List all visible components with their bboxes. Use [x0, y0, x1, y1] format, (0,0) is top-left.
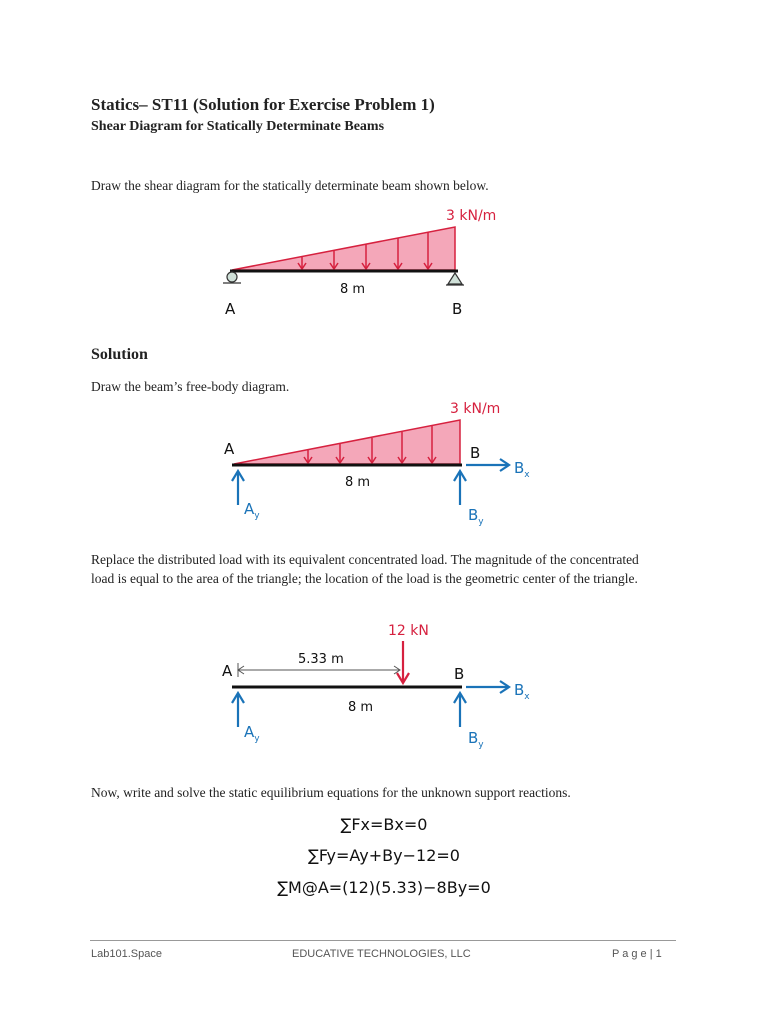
- point-b-label: B: [454, 665, 465, 683]
- ay-label: $A_y$: [244, 723, 260, 744]
- document-subtitle: Shear Diagram for Statically Determinate Beams: [91, 119, 385, 134]
- point-a-label: A: [224, 440, 235, 458]
- equilibrium-prompt: Now, write and solve the static equilibrium equations for the unknown support reactions.: [91, 785, 571, 800]
- pin-support-a: [227, 272, 237, 282]
- fbd-prompt: Draw the beam’s free-body diagram.: [91, 379, 290, 394]
- solution-heading: Solution: [91, 346, 148, 363]
- length-label: 8 m: [340, 282, 366, 297]
- bx-label: $B_x$: [514, 459, 530, 480]
- load-label: 3 kN/m: [446, 208, 497, 224]
- point-b-label: B: [470, 444, 481, 462]
- ay-label: $A_y$: [244, 500, 260, 521]
- support-b-label: B: [452, 300, 463, 318]
- distance-label: 5.33 m: [298, 652, 344, 667]
- bx-label: $B_x$: [514, 681, 530, 702]
- by-label: $B_y$: [468, 729, 484, 750]
- equation-sum-moment-a: ∑M@A=(12)(5.33)−8By=0: [277, 878, 491, 897]
- problem-beam-diagram: [210, 200, 510, 320]
- length-label: 8 m: [345, 475, 371, 490]
- footer-divider: [90, 940, 676, 941]
- support-a-label: A: [225, 300, 236, 318]
- point-a-label: A: [222, 662, 233, 680]
- concentrated-load-diagram: [210, 615, 550, 755]
- footer-center: EDUCATIVE TECHNOLOGIES, LLC: [292, 948, 471, 960]
- roller-support-b: [448, 273, 462, 284]
- concentrated-load-label: 12 kN: [388, 623, 429, 639]
- distributed-load-triangle: [232, 227, 455, 270]
- footer-left: Lab101.Space: [91, 948, 162, 960]
- load-label: 3 kN/m: [450, 401, 501, 417]
- document-title: Statics– ST11 (Solution for Exercise Problem 1): [91, 95, 435, 114]
- equation-sum-fy: ∑Fy=Ay+By−12=0: [308, 846, 460, 865]
- free-body-diagram: [210, 395, 550, 530]
- replace-prompt: Replace the distributed load with its equivalent concentrated load. The magnitude of the concentrated load is equal to the area of the triangle; the location of the load is the geometric center of the triangle.: [91, 552, 639, 586]
- length-label: 8 m: [348, 700, 374, 715]
- problem-prompt: Draw the shear diagram for the statically determinate beam shown below.: [91, 178, 489, 193]
- footer-page-number: P a g e | 1: [612, 948, 662, 960]
- by-label: $B_y$: [468, 506, 484, 527]
- equation-sum-fx: ∑Fx=Bx=0: [340, 815, 428, 834]
- distributed-load-triangle: [234, 420, 460, 464]
